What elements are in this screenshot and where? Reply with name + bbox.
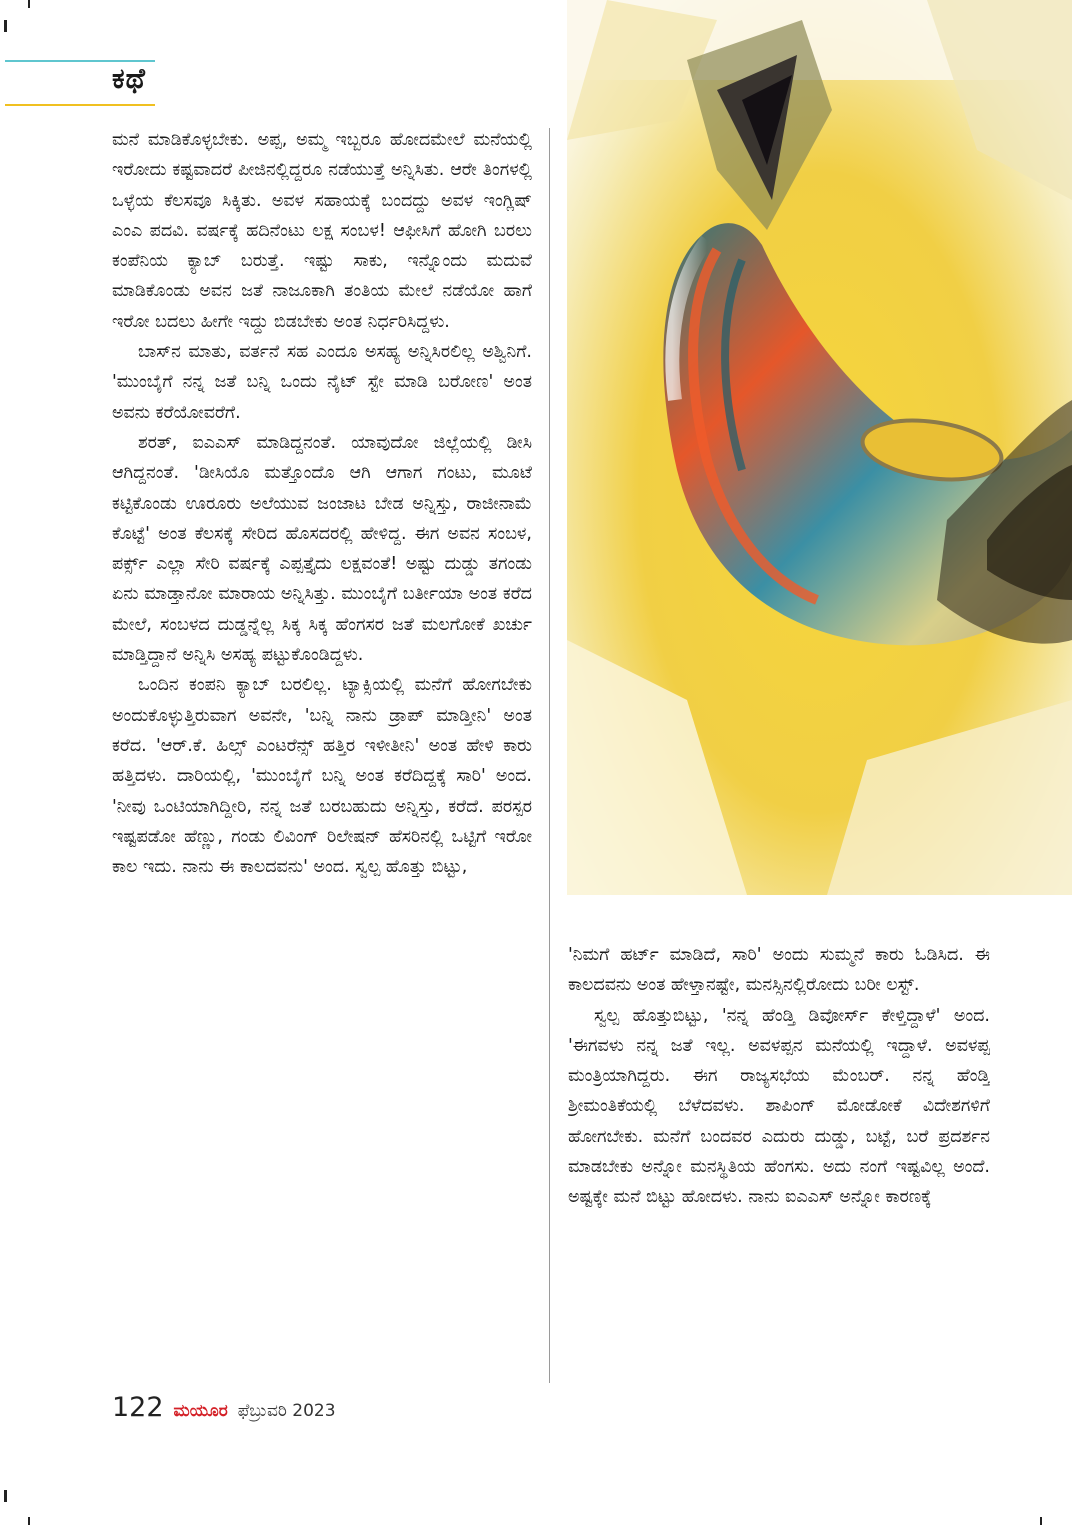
crop-mark	[1040, 1517, 1042, 1525]
article-column-left	[112, 125, 532, 1370]
paragraph: ಶರತ್, ಐಎಎಸ್ ಮಾಡಿದ್ದನಂತೆ. ಯಾವುದೋ ಜಿಲ್ಲೆಯಲ್ಲಿ ಡೀಸಿ ಆಗಿದ್ದನಂತೆ. 'ಡೀಸಿಯೊ ಮತ್ತೊಂದೊ ಆಗಿ ಆಗಾಗ ಗಂಟು, ಮೂಟೆ ಕಟ್ಟಿಕೊಂಡು ಊರೂರು ಅಲೆಯುವ ಜಂಜಾಟ ಬೇಡ ಅನ್ನಿಸ್ತು, ರಾಜೀನಾಮೆ ಕೊಟ್ಟೆ' ಅಂತ ಕೆಲಸಕ್ಕೆ ಸೇರಿದ ಹೊಸದರಲ್ಲಿ ಹೇಳಿದ್ದ. ಈಗ ಅವನ ಸಂಬಳ, ಪರ್ಕ್ಸ್ ಎಲ್ಲಾ ಸೇರಿ ವರ್ಷಕ್ಕೆ ಎಪ್ಪತ್ತೈದು ಲಕ್ಷವಂತೆ! ಅಷ್ಟು ದುಡ್ಡು ತಗಂಡು ಏನು ಮಾಡ್ತಾನೋ ಮಾರಾಯ ಅನ್ನಿಸಿತ್ತು. ಮುಂಬೈಗೆ ಬರ್ತೀಯಾ ಅಂತ ಕರೆದ ಮೇಲೆ, ಸಂಬಳದ ದುಡ್ಡನ್ನೆಲ್ಲ ಸಿಕ್ಕ ಸಿಕ್ಕ ಹೆಂಗಸರ ಜತೆ ಮಲಗೋಕೆ ಖರ್ಚು ಮಾಡ್ತಿದ್ದಾನೆ ಅನ್ನಿಸಿ ಅಸಹ್ಯ ಪಟ್ಟುಕೊಂಡಿದ್ದಳು.	[112, 432, 532, 666]
column-divider	[549, 128, 550, 1383]
paragraph: ಮನೆ ಮಾಡಿಕೊಳ್ಳಬೇಕು. ಅಪ್ಪ, ಅಮ್ಮ ಇಬ್ಬರೂ ಹೋದಮೇಲೆ ಮನೆಯಲ್ಲಿ ಇರೋದು ಕಷ್ಟವಾದರೆ ಪೀಜಿನಲ್ಲಿದ್ದರೂ ನಡೆಯುತ್ತೆ ಅನ್ನಿಸಿತು. ಆರೇ ತಿಂಗಳಲ್ಲಿ ಒಳ್ಳೆಯ ಕೆಲಸವೂ ಸಿಕ್ಕಿತು. ಅವಳ ಸಹಾಯಕ್ಕೆ ಬಂದದ್ದು ಅವಳ ಇಂಗ್ಲಿಷ್ ಎಂಎ ಪದವಿ. ವರ್ಷಕ್ಕೆ ಹದಿನೆಂಟು ಲಕ್ಷ ಸಂಬಳ! ಆಫೀಸಿಗೆ ಹೋಗಿ ಬರಲು ಕಂಪೆನಿಯ ಕ್ಯಾಬ್ ಬರುತ್ತೆ. ಇಷ್ಟು ಸಾಕು, ಇನ್ನೊಂದು ಮದುವೆ ಮಾಡಿಕೊಂಡು ಅವನ ಜತೆ ನಾಜೂಕಾಗಿ ತಂತಿಯ ಮೇಲೆ ನಡೆಯೋ ಹಾಗೆ ಇರೋ ಬದಲು ಹೀಗೇ ಇದ್ದು ಬಿಡಬೇಕು ಅಂತ ನಿರ್ಧರಿಸಿದ್ದಳು.	[112, 130, 532, 332]
page-number: 122	[112, 1392, 164, 1423]
crop-mark	[4, 1490, 7, 1502]
paragraph: ಒಂದಿನ ಕಂಪನಿ ಕ್ಯಾಬ್ ಬರಲಿಲ್ಲ. ಟ್ಯಾಕ್ಸಿಯಲ್ಲಿ ಮನೆಗೆ ಹೋಗಬೇಕು ಅಂದುಕೊಳ್ಳುತ್ತಿರುವಾಗ ಅವನೇ, 'ಬನ್ನಿ ನಾನು ಡ್ರಾಪ್ ಮಾಡ್ತೀನಿ' ಅಂತ ಕರೆದ. 'ಆರ್.ಕೆ. ಹಿಲ್ಸ್ ಎಂಟರೆನ್ಸ್ ಹತ್ತಿರ ಇಳೀತೀನಿ' ಅಂತ ಹೇಳಿ ಕಾರು ಹತ್ತಿದಳು. ದಾರಿಯಲ್ಲಿ, 'ಮುಂಬೈಗೆ ಬನ್ನಿ ಅಂತ ಕರೆದಿದ್ದಕ್ಕೆ ಸಾರಿ' ಅಂದ. 'ನೀವು ಒಂಟಿಯಾಗಿದ್ದೀರಿ, ನನ್ನ ಜತೆ ಬರಬಹುದು ಅನ್ನಿಸ್ತು, ಕರೆದೆ. ಪರಸ್ಪರ ಇಷ್ಟಪಡೋ ಹೆಣ್ಣು, ಗಂಡು ಲಿವಿಂಗ್ ರಿಲೇಷನ್ ಹೆಸರಿನಲ್ಲಿ ಒಟ್ಟಿಗೆ ಇರೋ ಕಾಲ ಇದು. ನಾನು ಈ ಕಾಲದವನು' ಅಂದ. ಸ್ವಲ್ಪ ಹೊತ್ತು ಬಿಟ್ಟು,	[112, 675, 532, 878]
issue-date: ಫೆಬ್ರುವರಿ 2023	[237, 1401, 336, 1421]
article-column-right	[568, 940, 990, 1380]
story-illustration	[567, 0, 1072, 895]
crop-mark	[28, 1517, 30, 1525]
page-footer	[112, 1392, 336, 1432]
paragraph: 'ನಿಮಗೆ ಹರ್ಟ್ ಮಾಡಿದೆ, ಸಾರಿ' ಅಂದು ಸುಮ್ಮನೆ ಕಾರು ಓಡಿಸಿದ. ಈ ಕಾಲದವನು ಅಂತ ಹೇಳ್ತಾನಷ್ಟೇ, ಮನಸ್ಸಿನಲ್ಲಿರೋದು ಬರೀ ಲಸ್ಟ್.	[568, 945, 990, 996]
paragraph: ಬಾಸ್‌ನ ಮಾತು, ವರ್ತನೆ ಸಹ ಎಂದೂ ಅಸಹ್ಯ ಅನ್ನಿಸಿರಲಿಲ್ಲ ಅಶ್ವಿನಿಗೆ. 'ಮುಂಬೈಗೆ ನನ್ನ ಜತೆ ಬನ್ನಿ ಒಂದು ನೈಟ್ ಸ್ಟೇ ಮಾಡಿ ಬರೋಣ' ಅಂತ ಅವನು ಕರೆಯೋವರೆಗೆ.	[112, 342, 532, 423]
crop-mark	[4, 20, 7, 32]
magazine-logo: ಮಯೂರ	[173, 1401, 228, 1421]
section-label: ಕಥೆ	[112, 62, 146, 95]
crop-mark	[28, 0, 30, 8]
paragraph: ಸ್ವಲ್ಪ ಹೊತ್ತುಬಿಟ್ಟು, 'ನನ್ನ ಹೆಂಡ್ತಿ ಡಿವೋರ್ಸ್ ಕೇಳ್ತಿದ್ದಾಳೆ' ಅಂದ. 'ಈಗವಳು ನನ್ನ ಜತೆ ಇಲ್ಲ. ಅವಳಪ್ಪನ ಮನೆಯಲ್ಲಿ ಇದ್ದಾಳೆ. ಅವಳಪ್ಪ ಮಂತ್ರಿಯಾಗಿದ್ದರು. ಈಗ ರಾಜ್ಯಸಭೆಯ ಮೆಂಬರ್. ನನ್ನ ಹೆಂಡ್ತಿ ಶ್ರೀಮಂತಿಕೆಯಲ್ಲಿ ಬೆಳೆದವಳು. ಶಾಪಿಂಗ್ ಮೋಡೋಕೆ ವಿದೇಶಗಳಿಗೆ ಹೋಗಬೇಕು. ಮನೆಗೆ ಬಂದವರ ಎದುರು ದುಡ್ಡು, ಬಟ್ಟೆ, ಬರೆ ಪ್ರದರ್ಶನ ಮಾಡಬೇಕು ಅನ್ನೋ ಮನಸ್ಥಿತಿಯ ಹೆಂಗಸು. ಅದು ನಂಗೆ ಇಷ್ಟವಿಲ್ಲ ಅಂದೆ. ಅಷ್ಟಕ್ಕೇ ಮನೆ ಬಿಟ್ಟು ಹೋದಳು. ನಾನು ಐಎಎಸ್ ಅನ್ನೋ ಕಾರಣಕ್ಕೆ	[568, 1005, 990, 1208]
header-rule-bottom	[5, 104, 155, 106]
